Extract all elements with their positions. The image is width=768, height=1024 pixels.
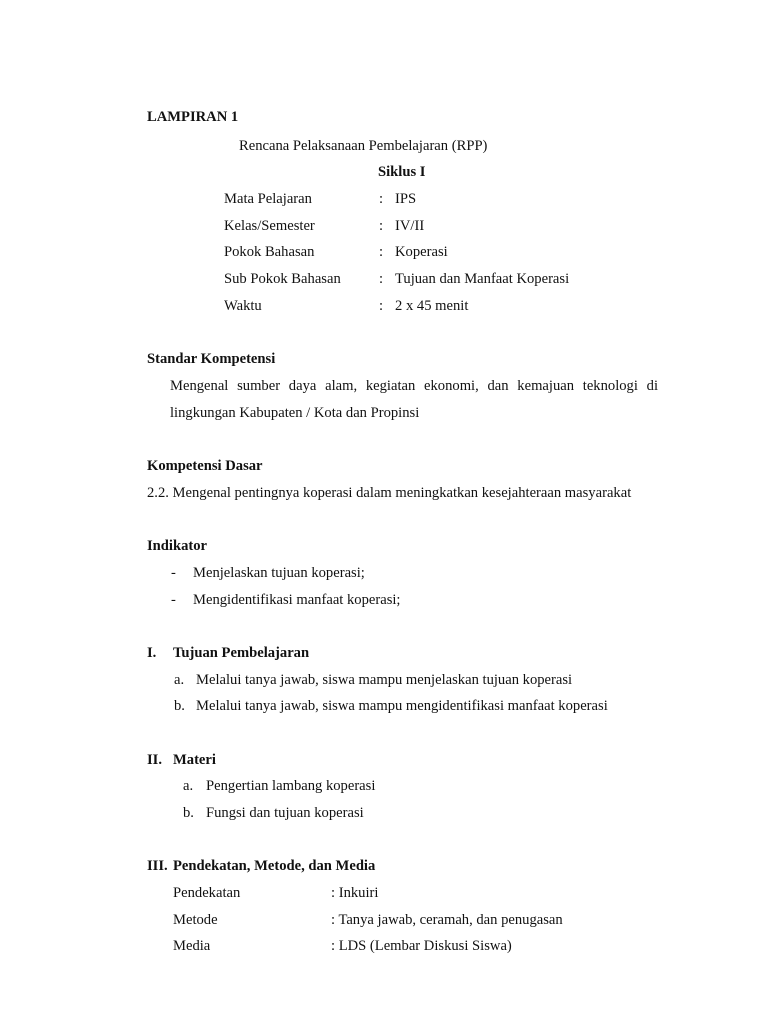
identity-label: Pokok Bahasan [224,244,315,260]
method-label: Metode [173,912,218,928]
list-bullet: - [171,592,176,608]
identity-label: Mata Pelajaran [224,191,312,207]
section-number: III. [147,858,168,874]
list-bullet: - [171,565,176,581]
cycle-label: Siklus I [378,164,426,180]
indikator-item: Menjelaskan tujuan koperasi; [193,565,365,581]
kompetensi-text: 2.2. Mengenal pentingnya koperasi dalam meningkatkan kesejahteraan masyarakat [147,485,632,501]
section-heading-tujuan: Tujuan Pembelajaran [173,645,310,661]
list-marker: b. [183,805,194,821]
identity-value: IV/II [395,218,425,234]
method-value: : Tanya jawab, ceramah, dan penugasan [331,912,563,928]
standar-text-line: Mengenal sumber daya alam, kegiatan ekonomi, dan kemajuan teknologi di [170,378,658,394]
standar-text-line: lingkungan Kabupaten / Kota dan Propinsi [170,405,420,421]
section-number: II. [147,752,163,768]
identity-colon: : [379,191,384,207]
list-marker: b. [174,698,185,714]
identity-colon: : [379,244,384,260]
identity-value: Tujuan dan Manfaat Koperasi [395,271,570,287]
method-value: : Inkuiri [331,885,379,901]
section-heading-pendekatan: Pendekatan, Metode, dan Media [173,858,376,874]
method-label: Media [173,938,211,954]
section-heading-indikator: Indikator [147,538,208,554]
identity-value: 2 x 45 menit [395,298,469,314]
method-label: Pendekatan [173,885,241,901]
identity-value: IPS [395,191,417,207]
identity-colon: : [379,298,384,314]
indikator-item: Mengidentifikasi manfaat koperasi; [193,592,401,608]
list-marker: a. [183,778,194,794]
identity-value: Koperasi [395,244,448,260]
tujuan-item: Melalui tanya jawab, siswa mampu menjelaskan tujuan koperasi [196,672,573,688]
section-heading-standar: Standar Kompetensi [147,351,276,367]
section-number: I. [147,645,157,661]
identity-label: Kelas/Semester [224,218,315,234]
identity-colon: : [379,271,384,287]
materi-item: Fungsi dan tujuan koperasi [206,805,364,821]
section-heading-kompetensi: Kompetensi Dasar [147,458,263,474]
section-heading-materi: Materi [173,752,216,768]
method-value: : LDS (Lembar Diskusi Siswa) [331,938,512,954]
identity-label: Waktu [224,298,262,314]
appendix-label: LAMPIRAN 1 [147,109,239,125]
identity-label: Sub Pokok Bahasan [224,271,341,287]
identity-colon: : [379,218,384,234]
tujuan-item: Melalui tanya jawab, siswa mampu mengidentifikasi manfaat koperasi [196,698,608,714]
materi-item: Pengertian lambang koperasi [206,778,376,794]
list-marker: a. [174,672,185,688]
document-title: Rencana Pelaksanaan Pembelajaran (RPP) [239,138,488,154]
